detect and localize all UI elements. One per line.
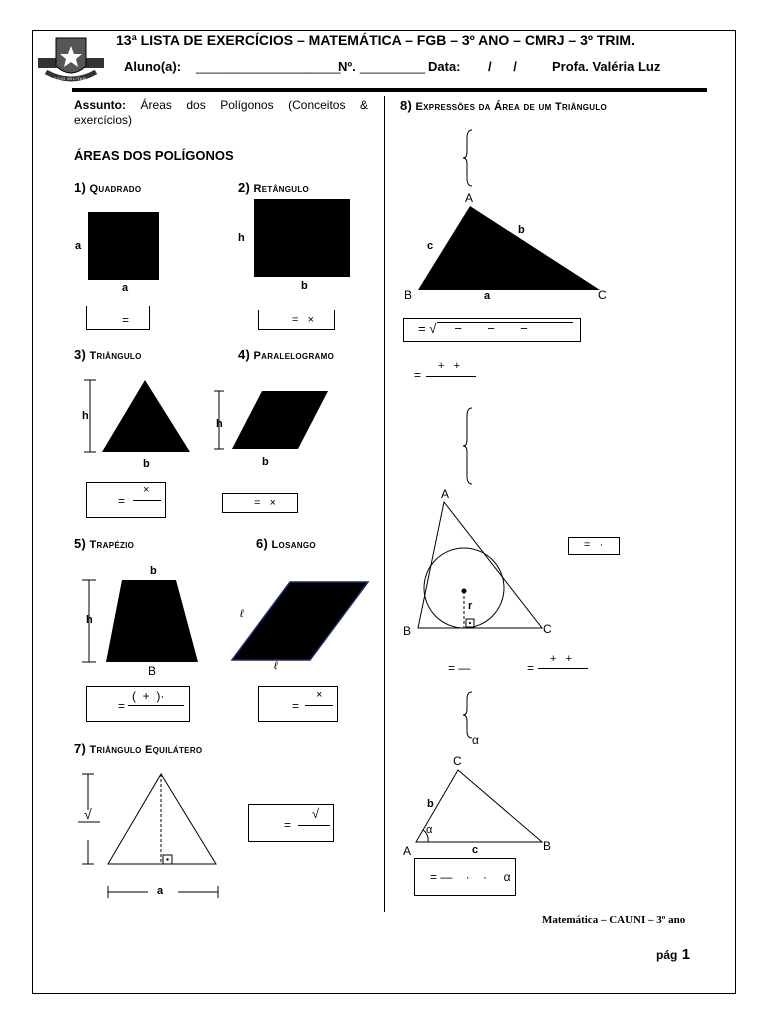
triangle-8a-side-b: b <box>518 224 525 236</box>
triangle-8c-vertex-b: B <box>543 839 552 853</box>
triangle-shape <box>80 376 200 456</box>
parallelogram-base-label: b <box>262 456 269 468</box>
section-4-name: Paralelogramo <box>253 350 335 362</box>
aluno-label: Aluno(a): <box>124 59 182 74</box>
rhombus-formula-eq: = <box>292 699 300 713</box>
triangle-8b-formula-eq2: = <box>527 661 535 675</box>
triangle-8b-vertex-c: C <box>543 622 552 636</box>
section-3-title <box>74 347 142 362</box>
triangle-8b-fraction-bar <box>538 668 588 669</box>
parallelogram-height-label: h <box>216 418 223 430</box>
numero-label: Nº. <box>338 59 356 74</box>
triangle-8a-side-c: c <box>427 240 434 252</box>
main-title: ÁREAS DOS POLÍGONOS <box>74 148 234 163</box>
triangle-formula-eq: = <box>118 494 126 508</box>
data-label: Data: <box>428 59 461 74</box>
trapezoid-height-label: h <box>86 614 93 626</box>
triangle-8a-heron-formula: = √ − − − <box>418 321 528 336</box>
brace-2-icon <box>462 406 474 486</box>
section-8-title <box>400 98 607 113</box>
triangle-8c-formula: = — · · α <box>430 870 511 884</box>
triangle-8c-vertex-c: C <box>453 754 462 768</box>
rhombus-fraction-bar <box>305 705 333 706</box>
section-5-number: 5) <box>74 536 87 551</box>
triangle-8b-shape <box>400 496 560 636</box>
equilateral-fraction-bar <box>298 825 330 826</box>
section-6-name: Losango <box>271 539 316 551</box>
teacher-name: Profa. Valéria Luz <box>552 59 661 74</box>
triangle-formula-top: × <box>143 484 150 496</box>
triangle-8a-fraction-bar <box>426 376 476 377</box>
square-base-label: a <box>122 282 129 294</box>
section-2-name: Retângulo <box>253 183 310 195</box>
section-6-number: 6) <box>256 536 269 551</box>
section-4-number: 4) <box>238 347 251 362</box>
triangle-8c-shape <box>400 764 550 848</box>
triangle-8a-vertex-b: B <box>404 288 413 302</box>
triangle-8a-vertex-a: A <box>465 191 474 205</box>
section-2-title <box>238 180 309 195</box>
square-side-label: a <box>75 240 82 252</box>
trapezoid-fraction-bar <box>128 705 184 706</box>
header-divider <box>72 88 707 92</box>
section-8-number: 8) <box>400 98 413 113</box>
triangle-8b-radius-label: r <box>468 600 473 612</box>
trapezoid-shape <box>78 578 208 664</box>
triangle-8c-vertex-a: A <box>403 844 412 858</box>
parallelogram-formula: = × <box>254 497 277 509</box>
triangle-8c-angle: α <box>426 824 433 836</box>
triangle-8a-perimeter-top: + + <box>438 360 461 372</box>
equilateral-base-label: a <box>157 885 164 897</box>
rhombus-bottom-side-label: ℓ <box>274 660 278 672</box>
equilateral-triangle-shape <box>76 772 226 908</box>
equilateral-height-sqrt: √ <box>84 806 92 822</box>
trapezoid-formula-eq: = <box>118 699 126 713</box>
triangle-8a-vertex-c: C <box>598 288 607 302</box>
brace-1-icon <box>462 128 474 188</box>
triangle-height-label: h <box>82 410 89 422</box>
triangle-8b-formula-eq1: = — <box>448 661 471 675</box>
trapezoid-top-label: b <box>150 565 157 577</box>
assunto-label: Assunto: <box>74 98 126 112</box>
section-2-number: 2) <box>238 180 251 195</box>
section-1-name: Quadrado <box>89 183 142 195</box>
square-shape <box>88 212 159 280</box>
section-8-name: Expressões da Área de um Triângulo <box>415 101 608 113</box>
assunto <box>74 98 368 128</box>
page-label: pág <box>656 948 678 962</box>
data-slashes[interactable]: / / <box>488 59 517 74</box>
section-6-title <box>256 536 316 551</box>
numero-blank[interactable]: _________ <box>360 59 426 74</box>
section-3-number: 3) <box>74 347 87 362</box>
rectangle-base-label: b <box>301 280 308 292</box>
triangle-8c-side-b: b <box>427 798 434 810</box>
document-title: 13ª LISTA DE EXERCÍCIOS – MATEMÁTICA – FGB – 3º ANO – CMRJ – 3º TRIM. <box>116 32 635 48</box>
triangle-8b-vertex-b: B <box>403 624 412 638</box>
rhombus-formula-top: × <box>316 689 323 701</box>
triangle-8a-perimeter-eq: = <box>414 368 422 382</box>
parallelogram-shape <box>210 388 340 452</box>
aluno-blank[interactable]: ____________________ <box>196 59 341 74</box>
section-7-title <box>74 741 202 756</box>
rectangle-shape <box>254 199 350 277</box>
rhombus-shape <box>228 580 373 664</box>
section-4-title <box>238 347 334 362</box>
column-divider <box>384 96 385 912</box>
section-5-name: Trapézio <box>89 539 135 551</box>
triangle-base-label: b <box>143 458 150 470</box>
section-1-number: 1) <box>74 180 87 195</box>
triangle-8c-side-c: c <box>472 844 479 856</box>
triangle-fraction-bar <box>133 500 161 501</box>
section-3-name: Triângulo <box>89 350 142 362</box>
brace-3-alpha: α <box>472 733 479 747</box>
rectangle-height-label: h <box>238 232 245 244</box>
equilateral-formula-top: √ <box>312 806 320 821</box>
triangle-8a-side-a: a <box>484 290 491 302</box>
footer-course: Matemática – CAUNI – 3º ano <box>542 914 686 926</box>
rhombus-left-side-label: ℓ <box>240 608 244 620</box>
section-1-title <box>74 180 141 195</box>
section-5-title <box>74 536 134 551</box>
square-formula-box[interactable] <box>86 306 150 330</box>
triangle-8b-vertex-a: A <box>441 487 450 501</box>
logo-caption: COLEGIO MILITAR <box>44 76 87 81</box>
section-7-name: Triângulo Equilátero <box>89 744 203 756</box>
trapezoid-formula-top: ( + )· <box>132 689 165 703</box>
triangle-8b-formula-top2: + + <box>550 653 573 665</box>
equilateral-formula-eq: = <box>284 818 292 832</box>
footer-page <box>656 946 690 964</box>
triangle-8b-formula: = · <box>584 539 604 551</box>
assunto-text: Áreas dos Polígonos (Conceitos & exercícios) <box>74 98 368 127</box>
section-7-number: 7) <box>74 741 87 756</box>
page-number: 1 <box>681 946 691 963</box>
rectangle-formula: = × <box>292 314 315 326</box>
triangle-8a-sqrt-bar <box>437 322 573 323</box>
trapezoid-base-label: B <box>148 664 157 678</box>
square-formula: = <box>122 313 130 327</box>
